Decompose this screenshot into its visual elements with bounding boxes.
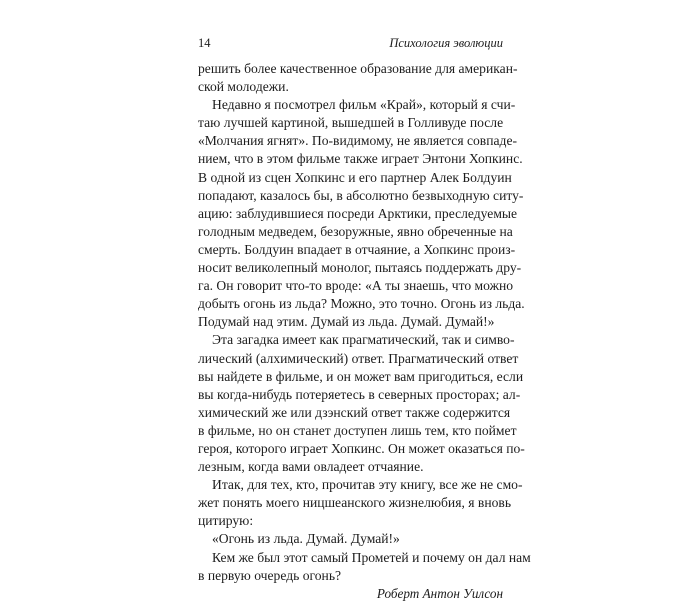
author-signature: Роберт Антон Уилсон [376,585,503,601]
text-line: «Огонь из льда. Думай. Думай!» [212,531,400,547]
text-line: носит великолепный монолог, пытаясь поддержать дру- [198,260,522,276]
text-line: нием, что в этом фильме также играет Энтони Хопкинс. [198,151,523,167]
text-line: Эта загадка имеет как прагматический, так и симво- [212,332,515,348]
text-line: лический (алхимический) ответ. Прагматический ответ [198,350,519,366]
text-line: ацию: заблудившиеся посреди Арктики, преследуемые [198,205,518,221]
text-line: Недавно я посмотрел фильм «Край», который я счи- [212,97,516,113]
text-line: «Молчания ягнят». По-видимому, не является совпаде- [198,133,518,149]
text-line: смерть. Болдуин впадает в отчаяние, а Хопкинс произ- [198,241,516,257]
running-title: Психология эволюции [389,36,503,50]
text-line: в фильме, но он станет доступен лишь тем, кто поймет [198,422,517,438]
page-header [198,34,503,52]
text-line: цитирую: [198,513,254,529]
text-line: Подумай над этим. Думай из льда. Думай. Думай!» [198,314,495,330]
text-line: ской молодежи. [198,79,289,95]
text-line: попадают, казалось бы, в абсолютно безвыходную ситу- [198,187,524,203]
body-text [198,60,531,603]
text-line: вы когда-нибудь потеряетесь в северных просторах; ал- [198,386,521,402]
text-line: героя, которого играет Хопкинс. Он может оказаться по- [198,440,525,456]
text-line: голодным медведем, безоружные, явно обреченные на [198,223,513,239]
text-line: в первую очередь огонь? [198,567,342,583]
text-line: В одной из сцен Хопкинс и его партнер Алек Болдуин [198,169,512,185]
text-line: Кем же был этот самый Прометей и почему он дал нам [212,549,531,565]
text-line: лезным, когда вами овладеет отчаяние. [198,459,424,475]
text-line: таю лучшей картиной, вышедшей в Голливуде после [198,115,504,131]
text-line: добыть огонь из льда? Можно, это точно. Огонь из льда. [198,296,525,312]
text-line: га. Он говорит что-то вроде: «А ты знаешь, что можно [198,278,514,294]
text-line: жет понять моего ницшеанского жизнелюбия, я вновь [198,495,512,511]
text-line: вы найдете в фильме, и он может вам пригодиться, если [198,368,524,384]
page-number: 14 [198,36,211,50]
text-line: химический же или дзэнский ответ также содержится [198,404,511,420]
text-line: Итак, для тех, кто, прочитав эту книгу, все же не смо- [212,477,523,493]
text-line: решить более качественное образование для американ- [198,61,518,76]
